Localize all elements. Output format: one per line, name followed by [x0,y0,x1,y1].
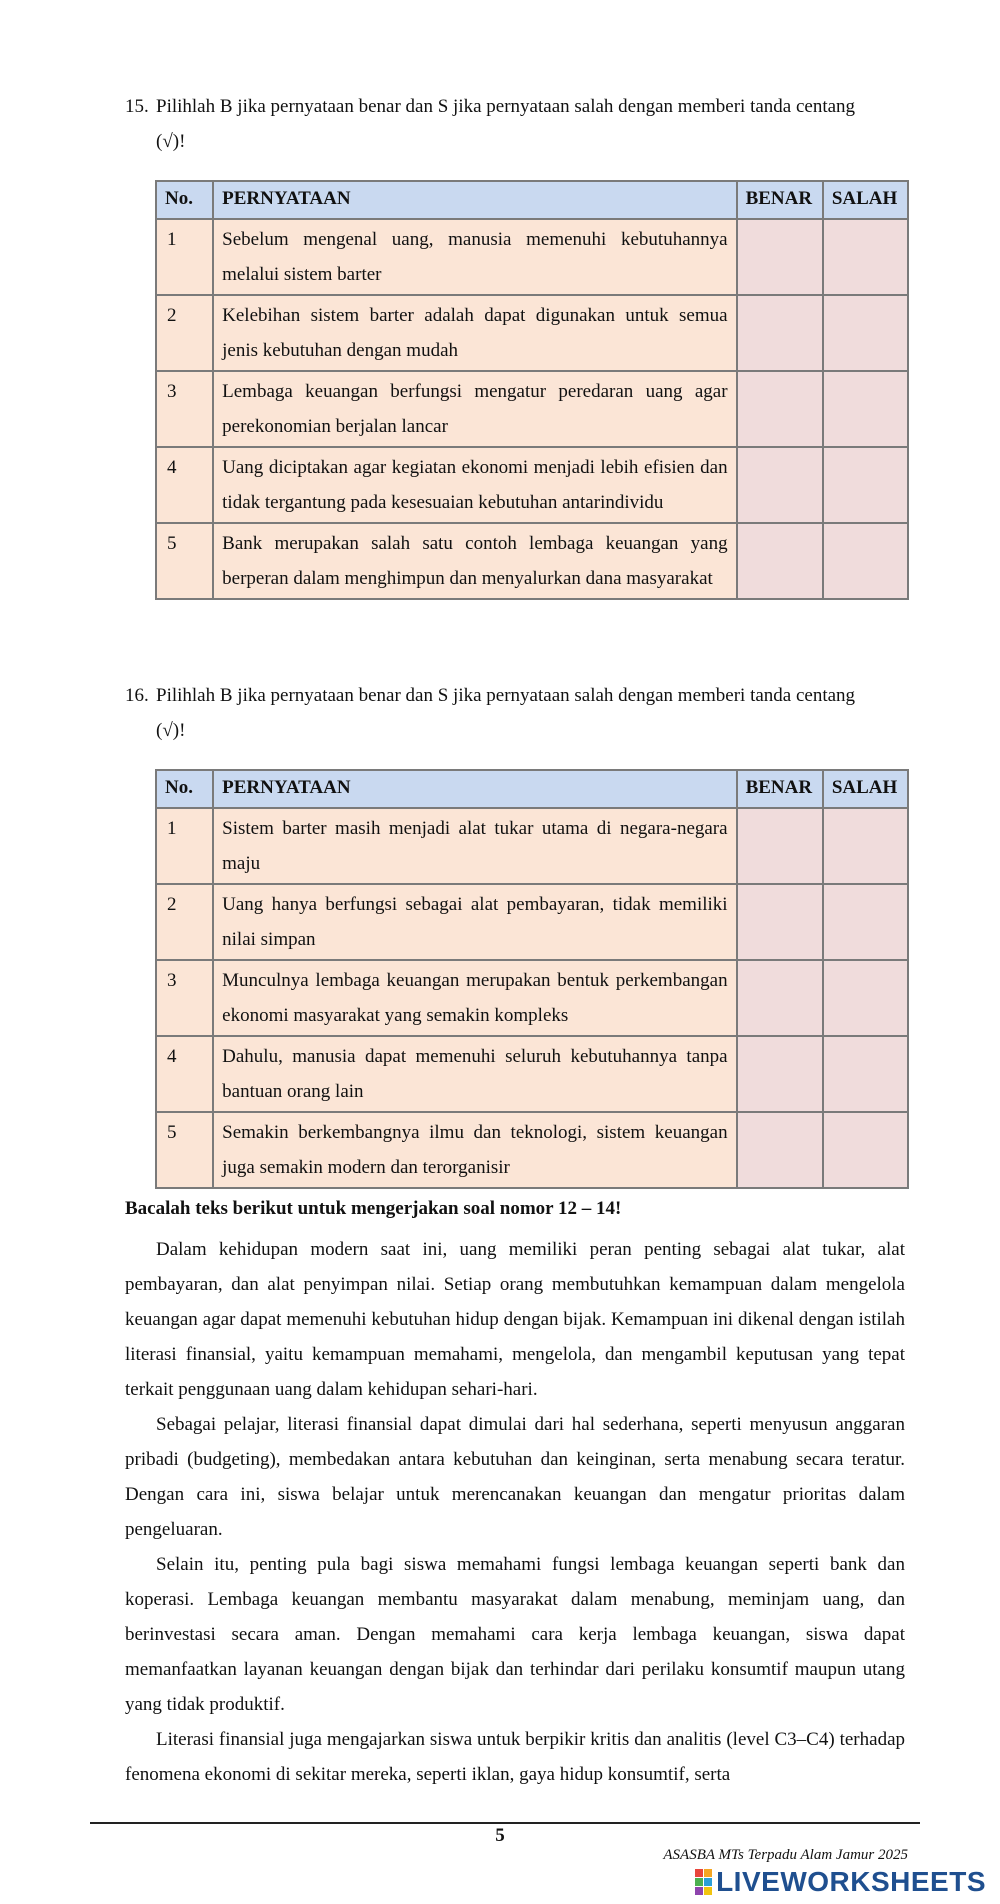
school-footer: ASASBA MTs Terpadu Alam Jamur 2025 [663,1847,908,1863]
reading-passage [125,1232,905,1792]
header-true: BENAR [737,181,823,219]
liveworksheets-logo-icon [695,1869,712,1895]
row-statement: Uang diciptakan agar kegiatan ekonomi menjadi lebih efisien dan tidak tergantung pada kesesuaian kebutuhan antarindividu [213,447,736,523]
question-15 [125,89,905,159]
row-number: 5 [156,523,213,599]
table-row [156,295,908,371]
answer-true-cell[interactable] [737,1112,823,1188]
answer-true-cell[interactable] [737,447,823,523]
answer-false-cell[interactable] [823,219,908,295]
answer-false-cell[interactable] [823,1112,908,1188]
answer-true-cell[interactable] [737,808,823,884]
table-row [156,1112,908,1188]
table-row [156,371,908,447]
reading-title: Bacalah teks berikut untuk mengerjakan soal nomor 12 – 14! [125,1198,622,1219]
statement-table-15 [155,180,909,600]
liveworksheets-logo[interactable] [695,1865,986,1899]
row-number: 5 [156,1112,213,1188]
answer-false-cell[interactable] [823,884,908,960]
table-row [156,523,908,599]
row-statement: Lembaga keuangan berfungsi mengatur peredaran uang agar perekonomian berjalan lancar [213,371,736,447]
table-header-row [156,181,908,219]
footer-divider [90,1822,920,1824]
row-statement: Kelebihan sistem barter adalah dapat digunakan untuk semua jenis kebutuhan dengan mudah [213,295,736,371]
answer-true-cell[interactable] [737,1036,823,1112]
question-text: Pilihlah B jika pernyataan benar dan S jika pernyataan salah dengan memberi tanda centang [156,96,856,117]
answer-false-cell[interactable] [823,1036,908,1112]
header-no: No. [156,181,213,219]
table-row [156,960,908,1036]
question-number: 15. [125,96,149,117]
row-statement: Munculnya lembaga keuangan merupakan bentuk perkembangan ekonomi masyarakat yang semakin kompleks [213,960,736,1036]
table-row [156,219,908,295]
reading-paragraph: Sebagai pelajar, literasi finansial dapat dimulai dari hal sederhana, seperti menyusun anggaran pribadi (budgeting), membedakan antara kebutuhan dan keinginan, serta menabung secara teratur. Dengan cara ini, siswa belajar untuk merencanakan keuangan dan mengatur prioritas dalam pengeluaran. [125,1414,905,1540]
answer-true-cell[interactable] [737,371,823,447]
answer-true-cell[interactable] [737,884,823,960]
row-number: 3 [156,371,213,447]
reading-paragraph: Dalam kehidupan modern saat ini, uang memiliki peran penting sebagai alat tukar, alat pembayaran, dan alat penyimpan nilai. Setiap orang membutuhkan kemampuan dalam mengelola keuangan agar dapat memenuhi kebutuhan hidup dengan bijak. Kemampuan ini dikenal dengan istilah literasi finansial, yaitu kemampuan memahami, mengelola, dan mengambil keputusan yang tepat terkait penggunaan uang dalam kehidupan sehari-hari. [125,1239,905,1400]
page-number: 5 [495,1825,505,1846]
reading-paragraph: Selain itu, penting pula bagi siswa memahami fungsi lembaga keuangan seperti bank dan koperasi. Lembaga keuangan membantu masyarakat dalam menabung, meminjam uang, dan berinvestasi secara aman. Dengan memahami cara kerja lembaga keuangan, siswa dapat memanfaatkan layanan keuangan dengan bijak dan terhindar dari perilaku konsumtif maupun utang yang tidak produktif. [125,1554,905,1715]
row-number: 2 [156,884,213,960]
row-statement: Sistem barter masih menjadi alat tukar utama di negara-negara maju [213,808,736,884]
table-row [156,447,908,523]
question-text-continued: (√)! [156,131,186,152]
row-number: 1 [156,219,213,295]
header-false: SALAH [823,181,908,219]
row-statement: Dahulu, manusia dapat memenuhi seluruh kebutuhannya tanpa bantuan orang lain [213,1036,736,1112]
table-row [156,884,908,960]
header-true: BENAR [737,770,823,808]
answer-true-cell[interactable] [737,523,823,599]
answer-false-cell[interactable] [823,523,908,599]
question-text: Pilihlah B jika pernyataan benar dan S jika pernyataan salah dengan memberi tanda centang [156,685,856,706]
reading-paragraph: Literasi finansial juga mengajarkan siswa untuk berpikir kritis dan analitis (level C3–C4) terhadap fenomena ekonomi di sekitar mereka, seperti iklan, gaya hidup konsumtif, serta [125,1729,905,1785]
answer-true-cell[interactable] [737,960,823,1036]
question-number: 16. [125,685,149,706]
row-statement: Sebelum mengenal uang, manusia memenuhi kebutuhannya melalui sistem barter [213,219,736,295]
answer-false-cell[interactable] [823,295,908,371]
header-false: SALAH [823,770,908,808]
header-statement: PERNYATAAN [213,181,736,219]
answer-false-cell[interactable] [823,447,908,523]
header-no: No. [156,770,213,808]
table-header-row [156,770,908,808]
table-row [156,808,908,884]
row-number: 4 [156,447,213,523]
row-number: 4 [156,1036,213,1112]
answer-false-cell[interactable] [823,808,908,884]
question-text-continued: (√)! [156,720,186,741]
row-number: 1 [156,808,213,884]
liveworksheets-brand: LIVEWORKSHEETS [716,1866,986,1897]
row-number: 2 [156,295,213,371]
answer-true-cell[interactable] [737,295,823,371]
row-statement: Semakin berkembangnya ilmu dan teknologi, sistem keuangan juga semakin modern dan terorganisir [213,1112,736,1188]
header-statement: PERNYATAAN [213,770,736,808]
table-row [156,1036,908,1112]
row-number: 3 [156,960,213,1036]
answer-true-cell[interactable] [737,219,823,295]
answer-false-cell[interactable] [823,371,908,447]
answer-false-cell[interactable] [823,960,908,1036]
statement-table-16 [155,769,909,1189]
row-statement: Uang hanya berfungsi sebagai alat pembayaran, tidak memiliki nilai simpan [213,884,736,960]
question-16 [125,678,905,748]
row-statement: Bank merupakan salah satu contoh lembaga keuangan yang berperan dalam menghimpun dan menyalurkan dana masyarakat [213,523,736,599]
